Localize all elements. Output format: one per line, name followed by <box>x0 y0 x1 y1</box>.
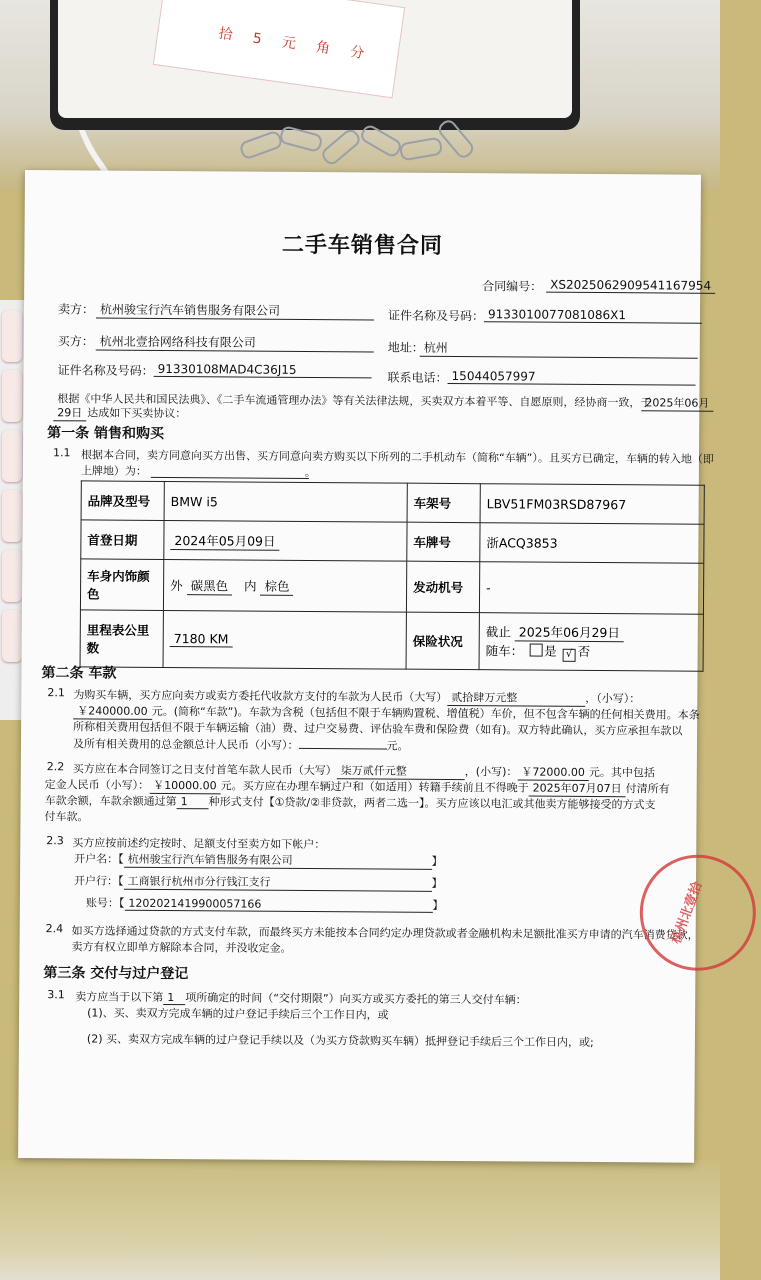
mileage-cell <box>163 610 406 669</box>
yes-label: 是 <box>544 643 557 659</box>
paper-clip <box>278 125 323 153</box>
insurance-with-car: 随车： <box>485 642 524 658</box>
account-name-row <box>74 850 443 870</box>
reg-date-label: 首登日期 <box>81 520 164 560</box>
keyboard-key <box>2 430 22 482</box>
account-name: 杭州骏宝行汽车销售服务有限公司 <box>124 851 432 870</box>
color-interior: 棕色 <box>260 576 293 595</box>
buyer-name: 杭州北壹拾网络科技有限公司 <box>96 332 374 352</box>
clause-2-2-d: 元。买方应在办理车辆过户和（如适用）转籍手续前且不得晚于 <box>220 779 529 795</box>
article-3-title: 第三条 交付与过户登记 <box>43 965 189 983</box>
seller-id: 913301007708​1086X1 <box>484 307 702 324</box>
clause-2-2-a: 买方应在本合同签订之日支付首笔车款人民币（大写） <box>72 762 337 778</box>
account-no: 1202021419900057166 <box>124 897 432 913</box>
brand-value: BMW i5 <box>164 481 407 522</box>
keyboard-key <box>2 310 22 362</box>
color-cell <box>163 559 406 612</box>
keyboard-key <box>2 490 22 542</box>
paper-clip <box>399 136 443 161</box>
clause-2-2-g: 种形式支付【①贷款/②非贷款，两者二选一】。买方应该以电汇或其他卖方能够接受的方式支 <box>208 795 656 812</box>
account-no-row <box>86 894 444 912</box>
clause-2-4-num: 2.4 <box>45 922 64 936</box>
clause-2-3-line1: 买方应按前述约定按时、足额支付至卖方如下帐户： <box>72 836 326 852</box>
paper-clip <box>358 123 403 160</box>
clause-3-1-option-2: (2) 买、卖双方完成车辆的过户登记手续以及（为买方贷款购买车辆）抵押登记手续后三个工作日内，或; <box>86 1032 594 1049</box>
insurance-cell <box>479 613 703 672</box>
preamble-date-a: 2025年06月 <box>641 394 713 412</box>
buyer-id: 91330108MAD4C36J15 <box>154 362 372 379</box>
desk-surface <box>0 1160 720 1280</box>
seller-label: 卖方： <box>57 302 95 317</box>
table-row <box>80 610 703 671</box>
registration-place-blank <box>151 463 309 479</box>
preamble-line1: 根据《中华人民共和国民法典》、《二手车流通管理办法》等有关法律法规，买卖双方本着平等、自愿原则，经协商一致，于 <box>57 392 652 410</box>
buyer-label: 买方： <box>57 334 94 349</box>
keyboard-key <box>2 550 22 602</box>
engine-label: 发动机号 <box>406 561 479 613</box>
vehicle-table <box>80 480 705 671</box>
plate-label: 车牌号 <box>407 522 480 562</box>
article-2-title: 第二条 车款 <box>41 665 117 682</box>
price-amount-cn: 贰拾肆万元整 <box>447 689 585 707</box>
bank-row <box>74 872 443 892</box>
paper-clips <box>240 128 480 178</box>
paper-clip <box>319 127 363 168</box>
receipt-text: 拾 5 元 角 分 <box>217 25 374 64</box>
no-checkbox: √ <box>563 648 576 661</box>
deposit-amount: ￥10000.00 <box>149 777 221 794</box>
clause-2-1-b: 元。(简称“车款”)。车款为含税（包括但不限于车辆购置税、增值税）车价，但不包含车辆的任何相关费用。本条 <box>151 704 700 722</box>
contract-no: XS2025062909541167954 <box>546 278 715 294</box>
insurance-until-prefix: 截止 <box>485 623 511 639</box>
table-row <box>80 559 703 614</box>
insurance-until: 2025年06月29日 <box>515 622 624 642</box>
no-label: 否 <box>577 643 591 659</box>
buyer-id-label: 证件名称及号码： <box>57 363 154 378</box>
clause-2-2-c: 定金人民币（小写）： <box>44 778 150 792</box>
clause-2-1-a: 为购买车辆，买方应向卖方或卖方委托代收款方支付的车款为人民币（大写） <box>73 688 448 704</box>
clause-2-2-num: 2.2 <box>46 760 65 774</box>
table-row <box>81 520 704 563</box>
clause-3-1-option-1: (1)、买、卖双方完成车辆的过户登记手续后三个工作日内，或 <box>87 1006 389 1022</box>
clause-2-2-small: ，(小写)： <box>464 765 518 779</box>
insurance-label: 保险状况 <box>406 612 479 670</box>
payment-method: 1 <box>177 795 209 809</box>
bracket-close: 】 <box>431 854 443 868</box>
color-exterior: 碳黑色 <box>187 576 233 595</box>
account-no-label: 账号：【 <box>85 896 125 910</box>
clause-2-1-line3: 所称相关费用包括但不限于车辆运输（油）费、过户交易费、评估验车费和保险费（如有)。双方特此确认，买方应承担车款以 <box>73 720 683 738</box>
keyboard-key <box>2 610 22 662</box>
address-label: 地址： <box>387 340 424 355</box>
clause-2-2-line4: 付车款。 <box>44 810 89 824</box>
buyer-address: 杭州 <box>420 339 698 359</box>
clause-2-4-line1: 如买方选择通过贷款的方式支付车款，而最终买方未能按本合同约定办理贷款或者金融机构未足额批准买方申请的汽车消费贷款， <box>71 924 699 942</box>
seller-name: 杭州骏宝行汽车销售服务有限公司 <box>96 300 374 320</box>
contract-page <box>18 170 714 1163</box>
reg-date-value: 2024年05月09日 <box>170 531 279 551</box>
account-name-label: 开户名：【 <box>74 852 124 866</box>
clause-2-2-e: 付清所有 <box>625 782 670 796</box>
delivery-option: 1 <box>163 991 185 1005</box>
plate-value: 浙ACQ3853 <box>480 523 704 564</box>
bank-name: 工商银行杭州市分行钱江支行 <box>123 873 431 892</box>
seller-id-label: 证件名称及号码： <box>387 308 485 324</box>
seal-text: 杭州北壹拾 <box>668 879 706 946</box>
paper-clip <box>238 129 284 160</box>
contract-no-label: 合同编号： <box>482 279 543 294</box>
preamble-line2: 达成如下买卖协议： <box>87 406 187 421</box>
monitor <box>50 0 580 130</box>
total-amount-blank <box>298 736 386 750</box>
mileage-label: 里程表公里数 <box>80 610 163 668</box>
clause-2-1-small: ，（小写）： <box>585 691 641 706</box>
mileage-value: 7180 KM <box>170 631 233 647</box>
color-label: 车身内饰颜色 <box>80 559 163 611</box>
clause-2-2-b: 元。其中包括 <box>588 765 655 780</box>
monitor-screen <box>58 0 572 118</box>
bracket-close: 】 <box>431 876 443 890</box>
payoff-date: 2025年07月07日 <box>529 780 626 798</box>
article-1-title: 第一条 销售和购买 <box>47 425 165 442</box>
keyboard-key <box>2 370 22 422</box>
phone-label: 联系电话： <box>387 370 448 385</box>
company-seal <box>639 854 756 971</box>
bank-label: 开户行：【 <box>73 874 124 888</box>
table-row <box>81 481 704 524</box>
bracket-close: 】 <box>432 898 444 912</box>
buyer-phone: 15044057997 <box>448 369 696 386</box>
down-payment: ￥72000.00 <box>517 763 589 780</box>
clause-2-2-line3 <box>45 792 656 812</box>
clause-2-1-num: 2.1 <box>47 686 65 700</box>
receipt-paper <box>153 0 405 98</box>
clause-2-1-line4 <box>73 734 409 753</box>
clause-1-1-end: 。 <box>304 465 316 480</box>
clause-1-1-line1: 根据本合同，卖方同意向买方出售、买方同意向卖方购买以下所列的二手机动车（简称“车辆”）。且买方已确定，车辆的转入地（即 <box>80 448 714 466</box>
clause-2-4-line2: 卖方有权立即单方解除本合同，并没收定金。 <box>71 940 292 955</box>
clause-1-1-num: 1.1 <box>52 446 71 460</box>
brand-label: 品牌及型号 <box>81 481 164 521</box>
clause-2-1-d: 及所有相关费用的总金额总计人民币（小写）： <box>72 737 299 752</box>
color-ext-prefix: 外 <box>170 577 183 593</box>
clause-2-2-f: 车款余额，车款余额通过第 <box>44 794 177 809</box>
preamble-date-b: 29日 <box>53 404 86 421</box>
engine-value: - <box>479 562 703 615</box>
clause-2-3-num: 2.3 <box>46 834 64 848</box>
clause-3-1-b: 项所确定的时间（“交付期限”）向买方或买方委托的第三人交付车辆： <box>185 991 527 1007</box>
yes-checkbox <box>529 643 542 656</box>
vin-label: 车架号 <box>407 483 480 523</box>
clause-3-1-a: 卖方应当于以下第 <box>75 990 164 1004</box>
reg-date-cell <box>164 520 407 561</box>
clause-2-1-e: 元。 <box>386 739 409 753</box>
vin-value: LBV51FM03RSD87967 <box>480 484 704 525</box>
clause-1-1-line2: 上牌地）为： <box>80 464 147 478</box>
clause-3-1-num: 3.1 <box>47 988 65 1002</box>
down-payment-cn: 柒万贰仟元整 <box>337 762 465 780</box>
price-amount: ￥240000.00 <box>73 702 152 720</box>
contract-title: 二手车销售合同 <box>281 232 444 259</box>
color-int-prefix: 内 <box>243 578 257 594</box>
